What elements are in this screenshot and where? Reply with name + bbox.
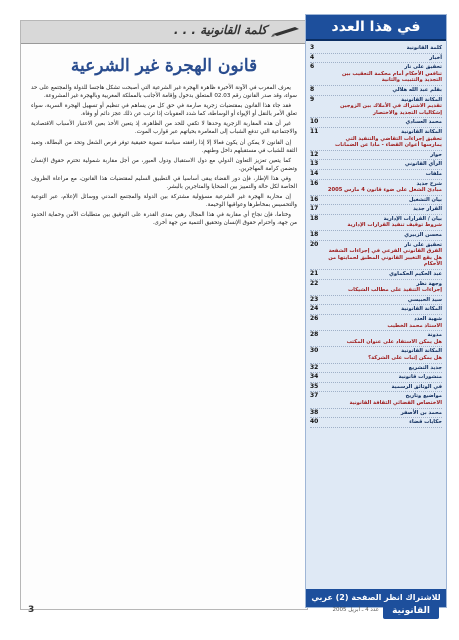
- toc-item-text: [324, 384, 442, 391]
- toc-item[interactable]: [310, 241, 442, 270]
- toc-item[interactable]: [310, 383, 442, 393]
- toc-item[interactable]: [310, 296, 442, 306]
- article-paragraph: إن محاربة الهجرة غير الشرعية مسؤولية مشتركة بين الدولة والمجتمع المدني ووسائل الإعلام، عبر التوعية والتحسيس بمخاطرها وعواقبها الوخيمة.: [31, 194, 297, 209]
- pen-icon: [271, 24, 301, 38]
- toc-item-text: [324, 316, 442, 329]
- toc-item-page: 4: [310, 53, 315, 61]
- toc-item[interactable]: [310, 280, 442, 296]
- toc-item-page: 20: [310, 240, 319, 248]
- toc-item-text: [324, 97, 442, 117]
- toc-item-subtitle: تقديم الاشتراك في الأملاك بين الزوجين إشكاليات التجديد والاختصار: [340, 103, 442, 116]
- toc-item-page: 35: [310, 382, 319, 390]
- table-of-contents: [305, 14, 447, 608]
- toc-item-heading: منشورات قانونية: [398, 374, 442, 381]
- toc-item-heading: مواضيع وتاريخ: [405, 393, 442, 400]
- toc-item-page: 26: [310, 315, 319, 322]
- toc-item-heading: عبد الحكيم الحكماوي: [389, 271, 442, 278]
- toc-item[interactable]: [310, 364, 442, 374]
- toc-item-heading: محمد بن الأصفر: [400, 409, 442, 416]
- toc-item[interactable]: [310, 347, 442, 363]
- toc-item-text: [324, 64, 442, 84]
- toc-item[interactable]: [310, 54, 442, 64]
- issue-info: عدد 4 ـ أبريل 2005: [332, 607, 379, 613]
- toc-item-text: [324, 306, 442, 313]
- toc-item-text: [324, 161, 442, 168]
- toc-item-text: [324, 181, 442, 194]
- toc-item-heading: أخبار: [429, 54, 442, 61]
- toc-item-heading: ملفات: [425, 170, 442, 177]
- toc-item-page: 24: [310, 305, 319, 313]
- toc-item-page: 28: [310, 331, 319, 339]
- toc-header: في هذا العدد: [306, 15, 446, 41]
- toc-item-heading: كلمة القانونية: [406, 45, 442, 51]
- toc-item-page: 8: [310, 85, 315, 93]
- toc-item-heading: المكانة القانونية: [401, 96, 442, 103]
- toc-item[interactable]: [310, 63, 442, 86]
- page-number: 3: [28, 605, 35, 615]
- toc-item-heading: المكانة القانونية: [401, 348, 442, 355]
- toc-item-heading: في الوثائق الرسمية: [391, 383, 442, 390]
- toc-item-heading: بقلم عبد الله هلالي: [392, 86, 442, 93]
- toc-item-text: [324, 374, 442, 381]
- toc-item-page: 32: [310, 363, 319, 371]
- subscription-note: للاشتراك انظر الصفحة (2) عربي: [306, 589, 446, 607]
- toc-item-text: [324, 55, 442, 62]
- toc-item-page: 16: [310, 195, 319, 203]
- article-paragraph: فقد جاء هذا القانون بمقتضيات زجرية صارمة في حق كل من يساهم في تنظيم أو تسهيل الهجرة السرية، سواء تعلق الأمر بالنقل أو الإيواء أو الوساطة، كما شدد العقوبات إذا ترتب عن ذلك عجز دائم أو وفاة.: [31, 103, 297, 118]
- toc-item[interactable]: [310, 331, 442, 347]
- toc-item-heading: تحقيق على نار: [404, 64, 442, 71]
- magazine-page: [6, 6, 453, 628]
- toc-item-subtitle: هل يمكن الاستفاد على عنوان المكتب: [346, 338, 442, 345]
- toc-item-text: [324, 297, 442, 304]
- toc-item[interactable]: [310, 170, 442, 180]
- toc-item-page: 38: [310, 408, 319, 416]
- toc-item[interactable]: [310, 270, 442, 280]
- toc-item-subtitle: الاختصاص القضائي الثقافة القانونية: [349, 399, 442, 406]
- toc-item-heading: شهية العدد: [414, 316, 442, 322]
- toc-item-subtitle: الفرق القانوني الفرعي في إجراءات الشفعة هل يقع التغيير القانوني المطبق لحمايتها من الأحكام: [328, 248, 442, 268]
- toc-item[interactable]: [310, 392, 442, 408]
- toc-item-heading: بيان / القرارات الإدارية: [383, 215, 442, 222]
- toc-item-heading: المكانة القانونية: [401, 128, 442, 135]
- toc-item-heading: حوار: [430, 151, 442, 158]
- toc-item-page: 14: [310, 169, 319, 177]
- toc-item[interactable]: [310, 373, 442, 383]
- toc-item-heading: القرار جديد: [413, 206, 442, 213]
- toc-item-heading: شرح جديد: [416, 180, 442, 187]
- editorial-article: [20, 20, 308, 610]
- section-title: كلمة القانونية . . .: [173, 23, 267, 37]
- toc-item-heading: محمد العسادي: [405, 119, 442, 126]
- toc-item[interactable]: [310, 305, 442, 315]
- article-paragraph: يعرف المغرب في الآونة الأخيرة ظاهرة الهجرة غير الشرعية التي أصبحت تشكل هاجسا للدولة والمجتمع على حد سواء، وقد صدر القانون رقم 02.03 المتعلق بدخول وإقامة الأجانب بالمملكة المغربية وبالهجرة غير المشروعة.: [31, 85, 297, 100]
- toc-item-page: 40: [310, 418, 319, 426]
- article-title: قانون الهجرة غير الشرعية: [70, 56, 258, 76]
- article-paragraph: غير أن هذه المقاربة الزجرية وحدها لا تكفي للحد من الظاهرة، إذ يتعين الأخذ بعين الاعتبار الأسباب الاقتصادية والاجتماعية التي تدفع الشباب إلى المغامرة بحياتهم عبر قوارب الموت.: [31, 121, 297, 136]
- toc-item-subtitle: تنافس الأحكام أمام محكمة التعقيب بين التجديد والتثبيت والثانية: [341, 70, 442, 84]
- toc-item-text: [324, 410, 442, 417]
- toc-item-heading: جديد التشريع: [408, 364, 442, 371]
- toc-item-text: [324, 171, 442, 178]
- toc-item-text: [324, 152, 442, 159]
- toc-item-text: [324, 281, 442, 294]
- toc-item[interactable]: [310, 160, 442, 170]
- toc-item-page: 22: [310, 279, 319, 287]
- toc-item-page: 18: [310, 214, 319, 222]
- toc-item-heading: المكانة القانونية: [401, 306, 442, 313]
- toc-item-text: [324, 393, 442, 406]
- toc-item-text: [324, 365, 442, 372]
- section-band: [21, 21, 307, 44]
- toc-item-page: 3: [310, 44, 315, 51]
- toc-item[interactable]: [310, 231, 442, 241]
- toc-item-text: [324, 87, 442, 94]
- toc-item[interactable]: [310, 118, 442, 128]
- toc-item-text: [324, 242, 442, 268]
- toc-item-page: 12: [310, 150, 319, 158]
- toc-item[interactable]: [310, 205, 442, 215]
- toc-item[interactable]: [310, 96, 442, 119]
- toc-item[interactable]: [310, 409, 442, 419]
- toc-item-page: 34: [310, 373, 319, 381]
- toc-item-subtitle: مبادئ الشغل على ضوء قانون 4 مارس 2005: [327, 187, 442, 194]
- toc-item-heading: وجهة نظر: [416, 280, 442, 287]
- toc-item-page: 10: [310, 118, 319, 126]
- toc-item-subtitle: الاستاذ محمد الخطيب: [387, 322, 442, 329]
- toc-item-page: 17: [310, 205, 319, 213]
- toc-item[interactable]: [310, 418, 442, 428]
- toc-item-page: 18: [310, 231, 319, 239]
- toc-item-text: [324, 216, 442, 229]
- toc-item-page: 6: [310, 63, 315, 71]
- page-footer: [6, 604, 453, 620]
- toc-item[interactable]: [310, 196, 442, 206]
- toc-item-heading: سيد الحبيسي: [407, 296, 442, 303]
- toc-item[interactable]: [310, 151, 442, 161]
- toc-item-subtitle: شروط توقيف تنفيذ القرارات الإدارية: [347, 222, 442, 229]
- toc-item[interactable]: [310, 44, 442, 54]
- toc-item[interactable]: [310, 86, 442, 96]
- toc-item[interactable]: [310, 128, 442, 151]
- article-paragraph: إن القانون لا يمكن أن يكون فعالا إلا إذا رافقته سياسة تنموية حقيقية توفر فرص الشغل وتحد من البطالة، وتعيد الثقة للشباب في مستقبلهم داخل وطنهم.: [31, 139, 297, 154]
- article-paragraph: وفي هذا الإطار، فإن دور القضاء يبقى أساسيا في التطبيق السليم لمقتضيات هذا القانون، مع مراعاة الظروف الخاصة لكل حالة والتمييز بين الضحايا والمتاجرين بالبشر.: [31, 175, 297, 191]
- toc-item-page: 21: [310, 270, 319, 278]
- toc-item-text: [324, 332, 442, 345]
- toc-item-page: 13: [310, 160, 319, 168]
- toc-item-text: [324, 119, 442, 126]
- toc-item-heading: تحقيق على نار: [404, 241, 442, 248]
- toc-item-text: [324, 232, 442, 239]
- toc-item-heading: مدونة: [427, 332, 442, 339]
- toc-list: [306, 41, 446, 428]
- toc-item-page: 11: [310, 127, 319, 135]
- toc-item-text: [324, 45, 442, 52]
- article-body: [21, 84, 307, 228]
- toc-item-text: [324, 419, 442, 426]
- toc-item-text: [324, 197, 442, 204]
- toc-item-text: [324, 271, 442, 278]
- toc-item-text: [324, 206, 442, 213]
- article-paragraph: وختاما، فإن نجاح أي مقاربة في هذا المجال رهين بمدى القدرة على التوفيق بين متطلبات الأمن وحماية الحدود من جهة، واحترام حقوق الإنسان وتحقيق التنمية من جهة أخرى.: [31, 212, 297, 227]
- toc-item[interactable]: [310, 315, 442, 331]
- toc-item[interactable]: [310, 180, 442, 196]
- toc-item-heading: بيان التشغيل: [408, 196, 442, 203]
- toc-item-text: [324, 129, 442, 149]
- toc-item-page: 37: [310, 392, 319, 400]
- toc-item-text: [324, 348, 442, 361]
- toc-item[interactable]: [310, 215, 442, 231]
- toc-item-heading: الرأي القانوني: [404, 161, 442, 168]
- article-paragraph: كما يتعين تعزيز التعاون الدولي مع دول الاستقبال ودول العبور، من أجل مقاربة شمولية تحترم حقوق الإنسان وتضمن كرامة المهاجرين.: [31, 157, 297, 172]
- toc-item-subtitle: تحقيق إجراءات التقاضي والتنفيذ التي يمارسها أعوان القضاء - ماذا عن الضمانات: [335, 135, 442, 149]
- magazine-logo: القانونية: [383, 604, 439, 619]
- toc-item-subtitle: إجراءات التنفيذ على مطالب الشيكات: [347, 287, 442, 294]
- toc-item-page: 9: [310, 95, 315, 103]
- toc-item-page: 30: [310, 347, 319, 355]
- toc-item-heading: حكايات قضاء: [409, 419, 442, 426]
- toc-item-subtitle: هل يمكن إثبات على الشركة؟: [368, 354, 442, 361]
- toc-item-heading: محسن الزبيري: [404, 232, 442, 239]
- toc-item-page: 23: [310, 295, 319, 303]
- toc-item-page: 16: [310, 179, 319, 187]
